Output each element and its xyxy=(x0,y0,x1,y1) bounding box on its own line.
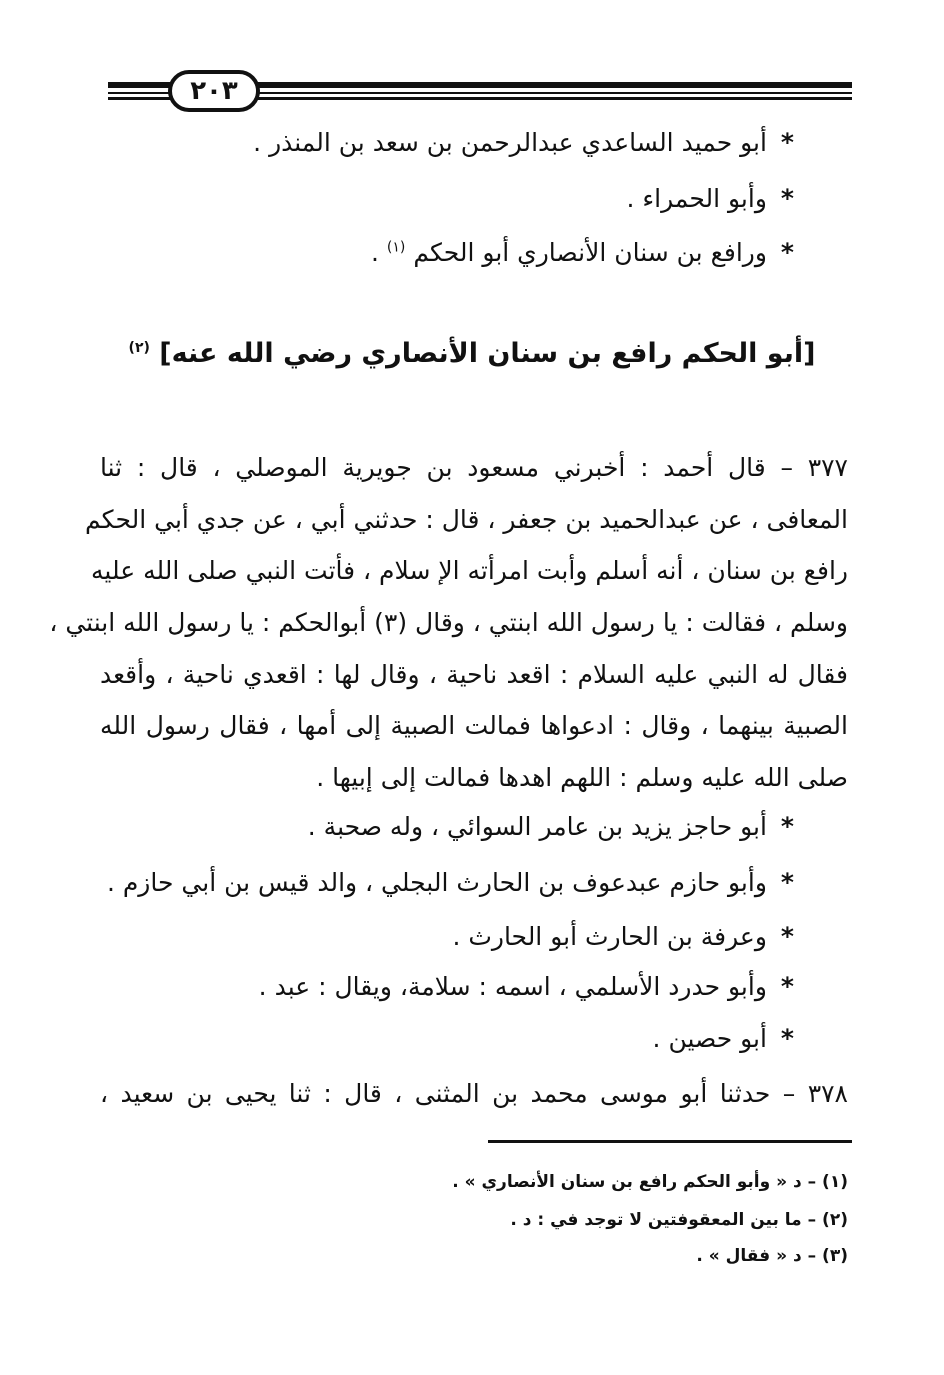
list-item xyxy=(371,238,794,267)
paragraph-line: ٣٧٨ – حدثنا أبو موسى محمد بن المثنى ، قال : ثنا يحيى بن سعيد ، xyxy=(100,1079,848,1108)
paragraph-line: فقال له النبي عليه السلام : اقعد ناحية ، وقال لها : اقعدي ناحية ، وأقعد xyxy=(100,659,848,689)
list-item-text: أبو حميد الساعدي عبدالرحمن بن سعد بن المنذر . xyxy=(253,128,767,157)
paragraph-line: صلى الله عليه وسلم : اللهم اهدها فمالت إلى إبيها . xyxy=(316,763,848,793)
list-item xyxy=(452,922,794,951)
footnote-number: (٣) – xyxy=(807,1246,848,1266)
bullet-star-icon: * xyxy=(780,184,794,213)
list-item xyxy=(259,972,794,1001)
list-item xyxy=(308,812,794,841)
footnote xyxy=(510,1210,848,1230)
list-item-tail: . xyxy=(370,238,387,267)
list-item-text: أبو حاجز يزيد بن عامر السوائي ، وله صحبة . xyxy=(307,812,767,841)
footnote-text: د « وأبو الحكم رافع بن سنان الأنصاري » . xyxy=(452,1172,802,1192)
footnote-text: د « فقال » . xyxy=(696,1246,802,1266)
section-heading xyxy=(0,338,944,369)
bullet-star-icon: * xyxy=(780,868,794,897)
bullet-star-icon: * xyxy=(780,1024,794,1053)
bullet-star-icon: * xyxy=(780,812,794,841)
paragraph-line: ٣٧٧ – قال أحمد : أخبرني مسعود بن جويرية الموصلي ، قال : ثنا xyxy=(100,453,848,482)
footnote-ref: (٢) xyxy=(128,340,150,356)
footnote-ref: (١) xyxy=(386,239,406,256)
list-item-text: وأبو حازم عبدعوف بن الحارث البجلي ، والد قيس بن أبي حازم . xyxy=(106,868,767,897)
list-item xyxy=(653,1024,794,1053)
paragraph-line: رافع بن سنان ، أنه أسلم وأبت امرأته الإ سلام ، فأتت النبي صلى الله عليه xyxy=(91,556,848,586)
footnote-text: ما بين المعقوفتين لا توجد في : د . xyxy=(510,1210,802,1230)
list-item xyxy=(253,128,794,157)
list-item xyxy=(107,868,794,897)
footnote-number: (٢) – xyxy=(807,1210,848,1230)
section-heading-text: [أبو الحكم رافع بن سنان الأنصاري رضي الله عنه] xyxy=(159,338,816,369)
footnote-rule xyxy=(488,1140,852,1143)
list-item-text: ورافع بن سنان الأنصاري أبو الحكم xyxy=(413,238,767,267)
paragraph-line: المعافى ، عن عبدالحميد بن جعفر ، قال : حدثني أبي ، عن جدي أبي الحكم xyxy=(85,504,848,534)
paragraph-line: الصبية بينهما ، وقال : ادعواها فمالت الصبية إلى أمها ، فقال رسول الله xyxy=(100,711,848,741)
footnote xyxy=(696,1246,848,1266)
bullet-star-icon: * xyxy=(780,238,794,267)
list-item-text: أبو حصين . xyxy=(652,1024,767,1053)
footnote-number: (١) – xyxy=(807,1172,848,1192)
list-item-text: وأبو حدرد الأسلمي ، اسمه : سلامة، ويقال : عبد . xyxy=(258,972,767,1001)
paragraph-377 xyxy=(49,442,848,804)
page-number: ٢٠٣ xyxy=(168,70,260,112)
paragraph-line: وسلم ، فقالت : يا رسول الله ابنتي ، وقال (٣) أبوالحكم : يا رسول الله ابنتي ، xyxy=(49,608,848,638)
bullet-star-icon: * xyxy=(780,128,794,157)
paragraph-378 xyxy=(100,1068,848,1120)
bullet-star-icon: * xyxy=(780,922,794,951)
bullet-star-icon: * xyxy=(780,972,794,1001)
list-item xyxy=(627,184,794,213)
list-item-text: وعرفة بن الحارث أبو الحارث . xyxy=(452,922,767,951)
footnote xyxy=(452,1172,848,1192)
list-item-text: وأبو الحمراء . xyxy=(626,184,767,213)
